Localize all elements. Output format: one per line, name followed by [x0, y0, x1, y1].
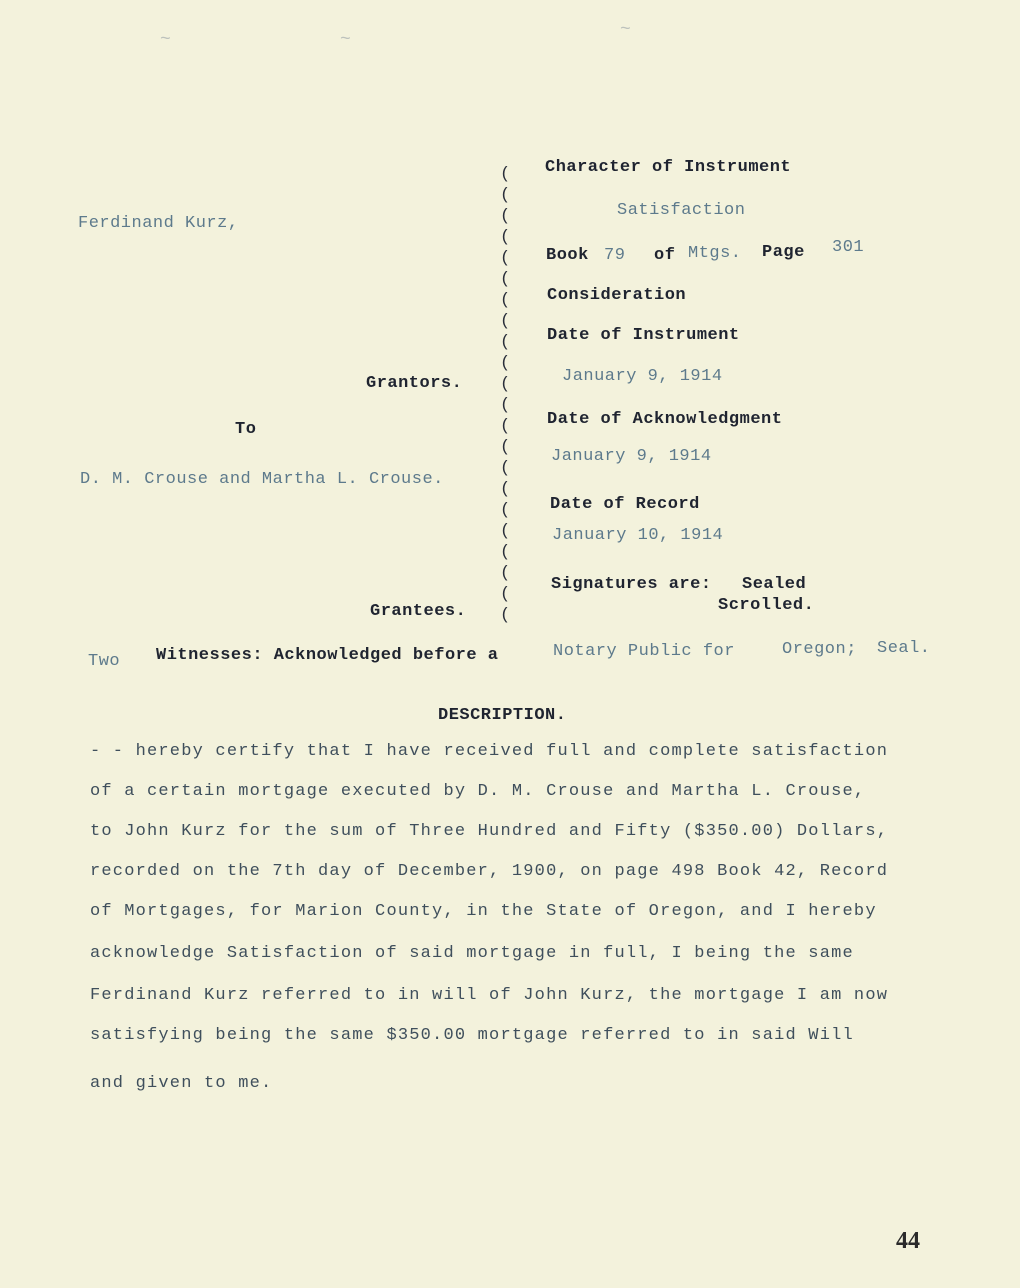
date-record-value: January 10, 1914 [552, 526, 724, 545]
smudge-mark: ~ [620, 20, 631, 40]
grantors-label: Grantors. [366, 374, 463, 393]
smudge-mark: ~ [160, 30, 171, 50]
description-line: recorded on the 7th day of December, 1900, on page 498 Book 42, Record [90, 862, 889, 881]
book-value: 79 [604, 246, 626, 265]
page-value: 301 [832, 238, 865, 257]
witness-state: Oregon; [782, 640, 857, 659]
description-line: acknowledge Satisfaction of said mortgage in full, I being the same [90, 944, 854, 963]
description-line: to John Kurz for the sum of Three Hundred and Fifty ($350.00) Dollars, [90, 822, 889, 841]
grantee-names: D. M. Crouse and Martha L. Crouse. [80, 470, 444, 489]
character-value: Satisfaction [617, 201, 746, 220]
description-line: of Mortgages, for Marion County, in the State of Oregon, and I hereby [90, 902, 877, 921]
signatures-label: Signatures are: [551, 575, 712, 594]
witness-count: Two [88, 652, 121, 671]
of-value: Mtgs. [688, 244, 742, 263]
date-record-label: Date of Record [550, 495, 700, 514]
to-label: To [235, 420, 257, 439]
consideration-label: Consideration [547, 286, 687, 305]
description-line: of a certain mortgage executed by D. M. Crouse and Martha L. Crouse, [90, 782, 866, 801]
signatures-scrolled: Scrolled. [718, 596, 815, 615]
description-line: satisfying being the same $350.00 mortgage referred to in said Will [90, 1026, 854, 1045]
book-label: Book [546, 246, 589, 265]
paren-divider: ( ( ( ( ( ( ( ( ( ( ( ( ( ( ( ( ( ( ( ( ( ( [500, 165, 511, 625]
smudge-mark: ~ [340, 30, 351, 50]
witness-notary: Notary Public for [553, 642, 735, 661]
page-number: 44 [896, 1228, 920, 1254]
signatures-sealed: Sealed [742, 575, 807, 594]
date-ack-value: January 9, 1914 [551, 447, 712, 466]
description-line: and given to me. [90, 1074, 273, 1093]
page-label: Page [762, 243, 805, 262]
date-ack-label: Date of Acknowledgment [547, 410, 783, 429]
witness-seal: Seal. [877, 639, 931, 658]
date-instrument-label: Date of Instrument [547, 326, 740, 345]
character-label: Character of Instrument [545, 158, 792, 177]
description-heading: DESCRIPTION. [438, 706, 567, 725]
witness-text: Witnesses: Acknowledged before a [156, 646, 499, 665]
description-line: Ferdinand Kurz referred to in will of John Kurz, the mortgage I am now [90, 986, 889, 1005]
date-instrument-value: January 9, 1914 [562, 367, 723, 386]
grantees-label: Grantees. [370, 602, 467, 621]
grantor-name: Ferdinand Kurz, [78, 214, 239, 233]
description-line: - - hereby certify that I have received full and complete satisfaction [90, 742, 889, 761]
of-label: of [654, 246, 676, 265]
